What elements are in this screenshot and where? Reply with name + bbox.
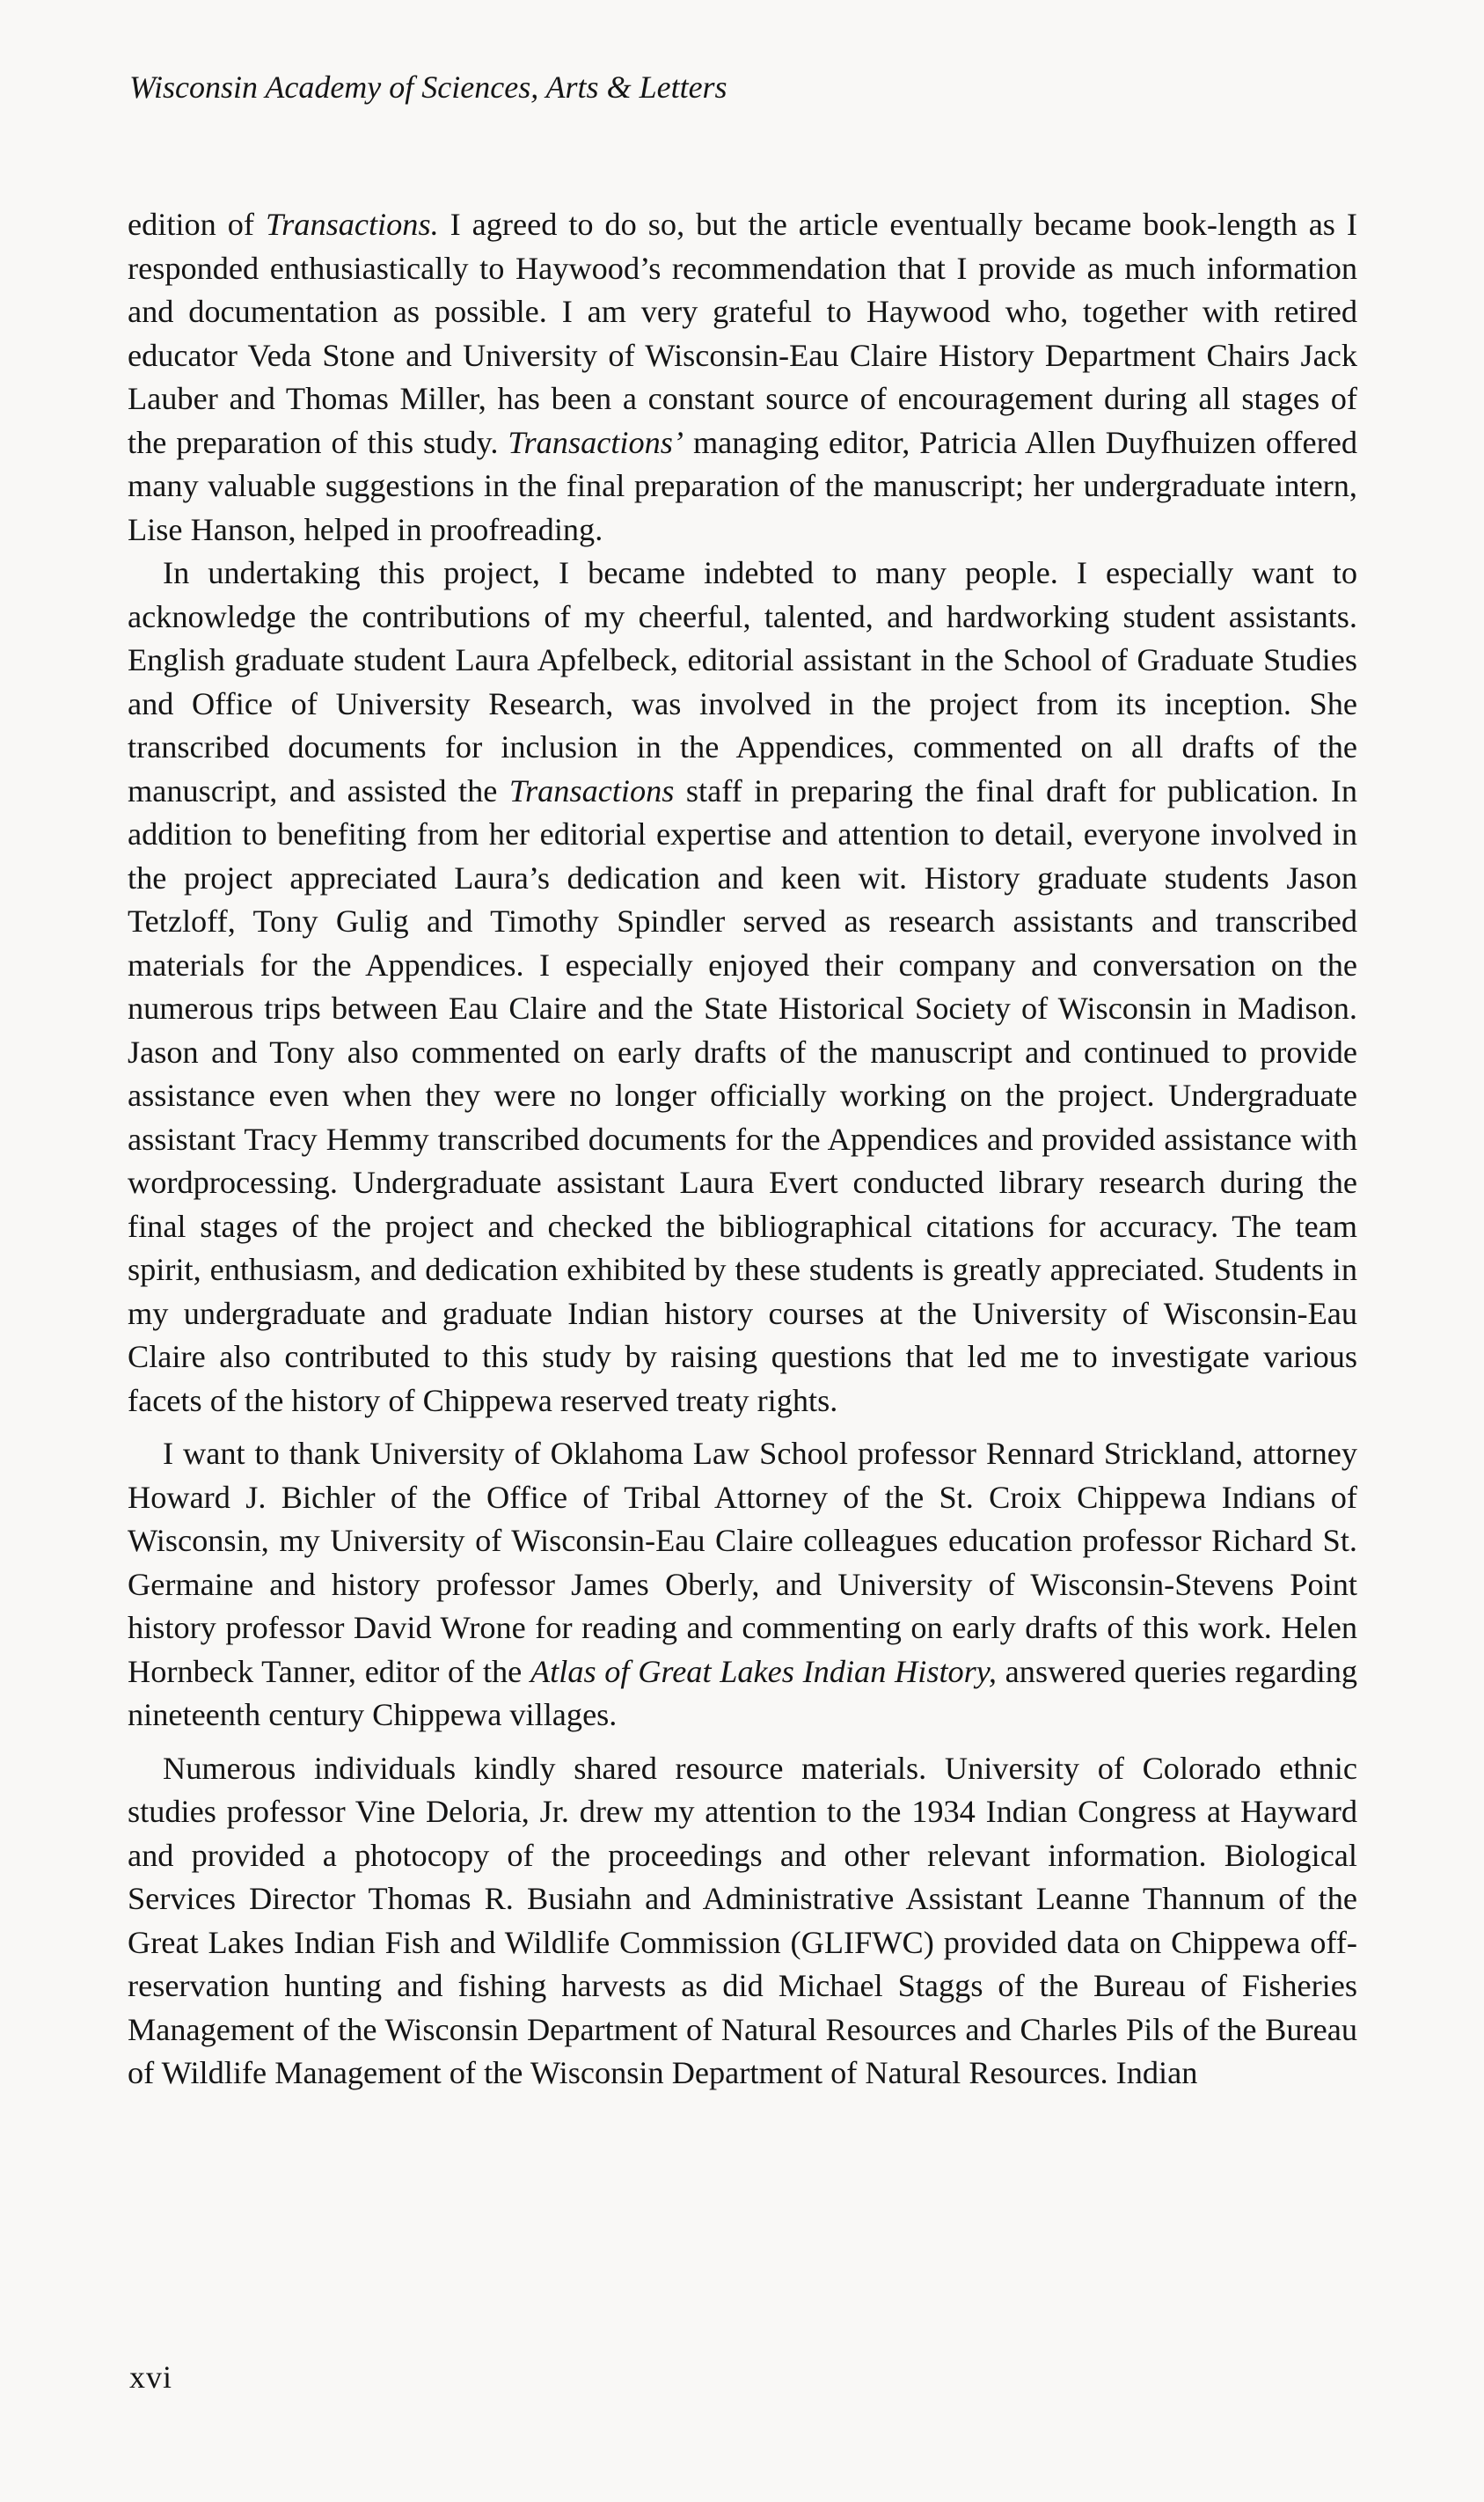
paragraph-1	[128, 203, 1357, 552]
paragraph-2	[128, 552, 1357, 1423]
text-segment: Numerous individuals kindly shared resource materials. University of Colorado ethnic studies professor Vine Deloria, Jr. drew my attention to the 1934 Indian Congress at Hayward and provided a photocopy of the proceedings and other relevant information. Biological Services Director Thomas R. Busiahn and Administrative Assistant Leanne Thannum of the Great Lakes Indian Fish and Wildlife Commission (GLIFWC) provided data on Chippewa off-reservation hunting and fishing harvests as did Michael Staggs of the Bureau of Fisheries Management of the Wisconsin Department of Natural Resources and Charles Pils of the Bureau of Wildlife Management of the Wisconsin Department of Natural Resources. Indian	[128, 1750, 1357, 2090]
italic-title: Transactions	[508, 772, 675, 808]
italic-title: Transactions.	[265, 207, 439, 242]
italic-title: Atlas of Great Lakes Indian History,	[530, 1653, 997, 1689]
text-segment: edition of	[128, 207, 266, 242]
body-text	[128, 203, 1357, 2096]
text-segment: answered queries regarding nineteenth century Chippewa villages.	[128, 1653, 1357, 1732]
text-segment: managing editor, Patricia Allen Duyfhuizen offered many valuable suggestions in the final preparation of the manuscript; her undergraduate intern, Lise Hanson, helped in proofreading.	[128, 424, 1357, 547]
page-number: xvi	[129, 2359, 173, 2395]
paragraph-4	[128, 1747, 1357, 2096]
italic-title: Transactions’	[508, 424, 684, 460]
running-head: Wisconsin Academy of Sciences, Arts & Letters	[129, 70, 727, 105]
text-segment: I want to thank University of Oklahoma Law School professor Rennard Strickland, attorney Howard J. Bichler of the Office of Tribal Attorney of the St. Croix Chippewa Indians of Wisconsin, my University of Wisconsin-Eau Claire colleagues education professor Richard St. Germaine and history professor James Oberly, and University of Wisconsin-Stevens Point history professor David Wrone for reading and commenting on early drafts of this work. Helen Hornbeck Tanner, editor of the	[128, 1436, 1357, 1689]
text-segment: In undertaking this project, I became indebted to many people. I especially want to acknowledge the contributions of my cheerful, talented, and hardworking student assistants. English graduate student Laura Apfelbeck, editorial assistant in the School of Graduate Studies and Office of University Research, was involved in the project from its inception. She transcribed documents for inclusion in the Appendices, commented on all drafts of the manuscript, and assisted the	[128, 555, 1357, 808]
paragraph-3	[128, 1432, 1357, 1738]
text-segment: staff in preparing the final draft for publication. In addition to benefiting from her editorial expertise and attention to detail, everyone involved in the project appreciated Laura’s dedication and keen wit. History graduate students Jason Tetzloff, Tony Gulig and Timothy Spindler served as research assistants and transcribed materials for the Appendices. I especially enjoyed their company and conversation on the numerous trips between Eau Claire and the State Historical Society of Wisconsin in Madison. Jason and Tony also commented on early drafts of the manuscript and continued to provide assistance even when they were no longer officially working on the project. Undergraduate assistant Tracy Hemmy transcribed documents for the Appendices and provided assistance with wordprocessing. Undergraduate assistant Laura Evert conducted library research during the final stages of the project and checked the bibliographical citations for accuracy. The team spirit, enthusiasm, and dedication exhibited by these students is greatly appreciated. Students in my undergraduate and graduate Indian history courses at the University of Wisconsin-Eau Claire also contributed to this study by raising questions that led me to investigate various facets of the history of Chippewa reserved treaty rights.	[128, 772, 1357, 1418]
text-segment: I agreed to do so, but the article eventually became book-length as I responded enthusiastically to Haywood’s recommendation that I provide as much information and documentation as possible. I am very grateful to Haywood who, together with retired educator Veda Stone and University of Wisconsin-Eau Claire History Department Chairs Jack Lauber and Thomas Miller, has been a constant source of encouragement during all stages of the preparation of this study.	[128, 207, 1357, 460]
